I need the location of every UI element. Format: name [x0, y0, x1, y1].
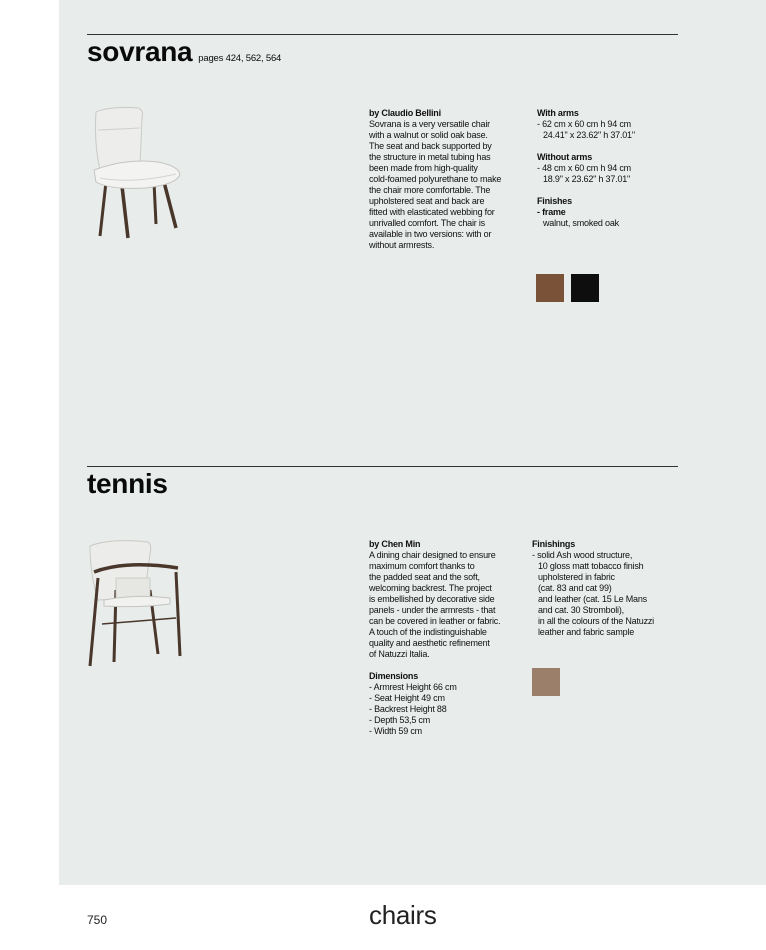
category-label: chairs — [369, 900, 437, 930]
sovrana-description — [369, 119, 529, 251]
page-references: pages 424, 562, 564 — [198, 53, 282, 64]
description-line: fitted with elasticated webbing for — [369, 207, 495, 217]
description-line: the chair more comfortable. The — [369, 185, 491, 195]
dimension-item: - Seat Height 49 cm — [369, 693, 445, 703]
description-line: quality and aesthetic refinement — [369, 638, 490, 648]
description-line: without armrests. — [369, 240, 435, 250]
dimension-item: - Width 59 cm — [369, 726, 422, 736]
finishing-line: and cat. 30 Stromboli), — [538, 605, 624, 615]
description-line: the structure in metal tubing has — [369, 152, 491, 162]
description-line: can be covered in leather or fabric. — [369, 616, 501, 626]
sovrana-description-column — [369, 108, 529, 251]
without-arms-cm: - 48 cm x 60 cm h 94 cm — [537, 163, 631, 173]
description-line: A touch of the indistinguishable — [369, 627, 487, 637]
walnut-swatch — [536, 274, 564, 302]
finishing-line: - solid Ash wood structure, — [532, 550, 633, 560]
with-arms-inches: 24.41" x 23.62" h 37.01" — [543, 130, 635, 140]
finishing-line: and leather (cat. 15 Le Mans — [538, 594, 647, 604]
dimension-item: - Backrest Height 88 — [369, 704, 447, 714]
description-line: maximum comfort thanks to — [369, 561, 475, 571]
description-line: A dining chair designed to ensure — [369, 550, 496, 560]
description-line: with a walnut or solid oak base. — [369, 130, 488, 140]
without-arms-inches: 18.9" x 23.62" h 37.01" — [543, 174, 631, 184]
description-line: unrivalled comfort. The chair is — [369, 218, 485, 228]
section-divider-tennis — [87, 466, 678, 467]
product-title-tennis: tennis — [87, 468, 168, 499]
finishing-line: in all the colours of the Natuzzi — [538, 616, 654, 626]
description-line: of Natuzzi Italia. — [369, 649, 430, 659]
description-line: the padded seat and the soft, — [369, 572, 480, 582]
finishing-line: 10 gloss matt tobacco finish — [538, 561, 644, 571]
description-line: cold-foamed polyurethane to make — [369, 174, 502, 184]
tobacco-swatch — [532, 668, 560, 696]
description-line: is embellished by decorative side — [369, 594, 495, 604]
description-line: been made from high-quality — [369, 163, 478, 173]
tennis-description-column — [369, 539, 529, 737]
with-arms-heading: With arms — [537, 108, 579, 118]
dimension-item: - Depth 53,5 cm — [369, 715, 431, 725]
description-line: upholstered seat and back are — [369, 196, 485, 206]
tennis-designer: by Chen Min — [369, 539, 421, 549]
product-title-sovrana: sovrana pages 424, 562, 564 — [87, 36, 282, 67]
description-line: welcoming backrest. The project — [369, 583, 492, 593]
sovrana-specs-column — [537, 108, 677, 229]
without-arms-heading: Without arms — [537, 152, 593, 162]
with-arms-cm: - 62 cm x 60 cm h 94 cm — [537, 119, 631, 129]
dimension-item: - Armrest Height 66 cm — [369, 682, 457, 692]
tennis-finishings-column — [532, 539, 677, 638]
description-line: Sovrana is a very versatile chair — [369, 119, 490, 129]
finishings-heading: Finishings — [532, 539, 576, 549]
sovrana-chair-image — [86, 104, 186, 240]
frame-values: walnut, smoked oak — [543, 218, 619, 228]
finishing-line: upholstered in fabric — [538, 572, 615, 582]
finishing-line: (cat. 83 and cat 99) — [538, 583, 612, 593]
description-line: The seat and back supported by — [369, 141, 492, 151]
frame-label: - frame — [537, 207, 566, 217]
section-divider-sovrana — [87, 34, 678, 35]
smoked-oak-swatch — [571, 274, 599, 302]
page-number: 750 — [87, 913, 108, 927]
finishing-line: leather and fabric sample — [538, 627, 635, 637]
sovrana-designer: by Claudio Bellini — [369, 108, 441, 118]
finishes-heading: Finishes — [537, 196, 572, 206]
tennis-chair-image — [86, 538, 186, 670]
description-line: panels - under the armrests - that — [369, 605, 496, 615]
description-line: available in two versions: with or — [369, 229, 492, 239]
dimensions-heading: Dimensions — [369, 671, 419, 681]
